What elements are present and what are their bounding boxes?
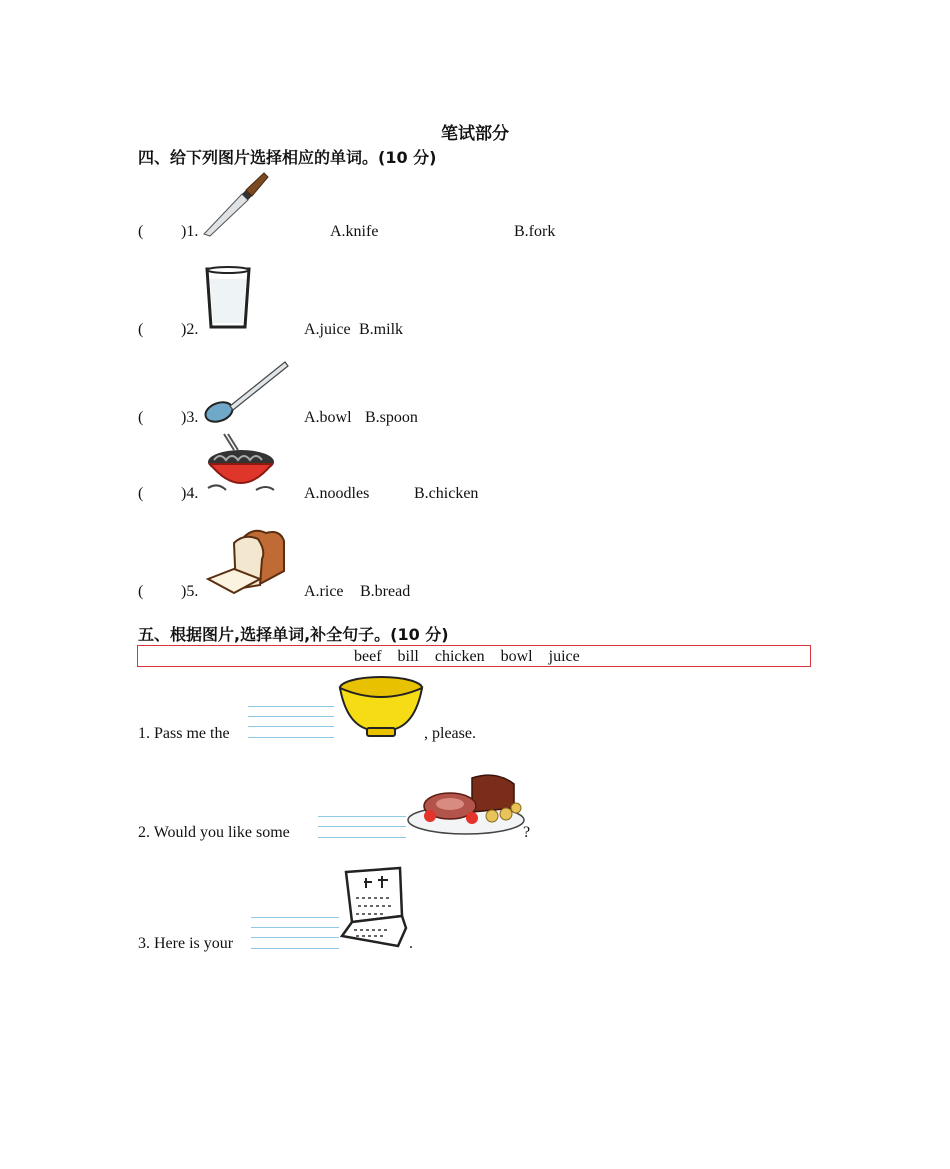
q2-number: )2. <box>181 321 199 338</box>
sentence-1-text: 1. Pass me the <box>138 725 230 742</box>
glass-of-milk-icon <box>204 265 252 331</box>
sentence-2-text: 2. Would you like some <box>138 824 290 841</box>
sentence-3-blank[interactable] <box>251 917 339 949</box>
sentence-2-ending: ? <box>523 824 531 841</box>
q3-number: )3. <box>181 409 199 426</box>
q4-option-a: A.noodles <box>304 485 370 502</box>
q4-option-b: B.chicken <box>414 485 479 502</box>
knife-icon <box>202 170 268 238</box>
q3-option-a: A.bowl <box>304 409 352 426</box>
noodles-bowl-icon <box>204 432 278 496</box>
page-title: 笔试部分 <box>441 124 509 144</box>
spoon-icon <box>203 360 289 426</box>
q5-option-a: A.rice <box>304 583 344 600</box>
q1-option-b: B.fork <box>514 223 556 240</box>
section-5-heading: 五、根据图片,选择单词,补全句子。(10 分) <box>138 625 449 644</box>
sentence-3-ending: . <box>409 935 413 952</box>
q4-paren: ( <box>138 485 144 502</box>
roast-beef-plate-icon <box>406 772 526 838</box>
q3-option-b: B.spoon <box>365 409 418 426</box>
sentence-1-ending: , please. <box>424 725 476 742</box>
q2-option-a: A.juice <box>304 321 351 338</box>
word-bank-box <box>137 645 811 667</box>
q5-paren: ( <box>138 583 144 600</box>
q2-paren: ( <box>138 321 144 338</box>
q4-number: )4. <box>181 485 199 502</box>
q5-option-b: B.bread <box>360 583 411 600</box>
sentence-1-blank[interactable] <box>248 706 334 740</box>
sentence-3-text: 3. Here is your <box>138 935 234 952</box>
sentence-2-blank[interactable] <box>318 816 406 840</box>
bill-paper-icon <box>338 866 410 948</box>
word-bank: beef bill chicken bowl juice <box>354 648 580 665</box>
yellow-bowl-icon <box>337 674 425 740</box>
q5-number: )5. <box>181 583 199 600</box>
q3-paren: ( <box>138 409 144 426</box>
q2-option-b: B.milk <box>359 321 404 338</box>
q1-option-a: A.knife <box>330 223 379 240</box>
bread-icon <box>204 529 288 597</box>
q1-paren: ( <box>138 223 144 240</box>
section-4-heading: 四、给下列图片选择相应的单词。(10 分) <box>138 148 437 167</box>
q1-number: )1. <box>181 223 199 240</box>
